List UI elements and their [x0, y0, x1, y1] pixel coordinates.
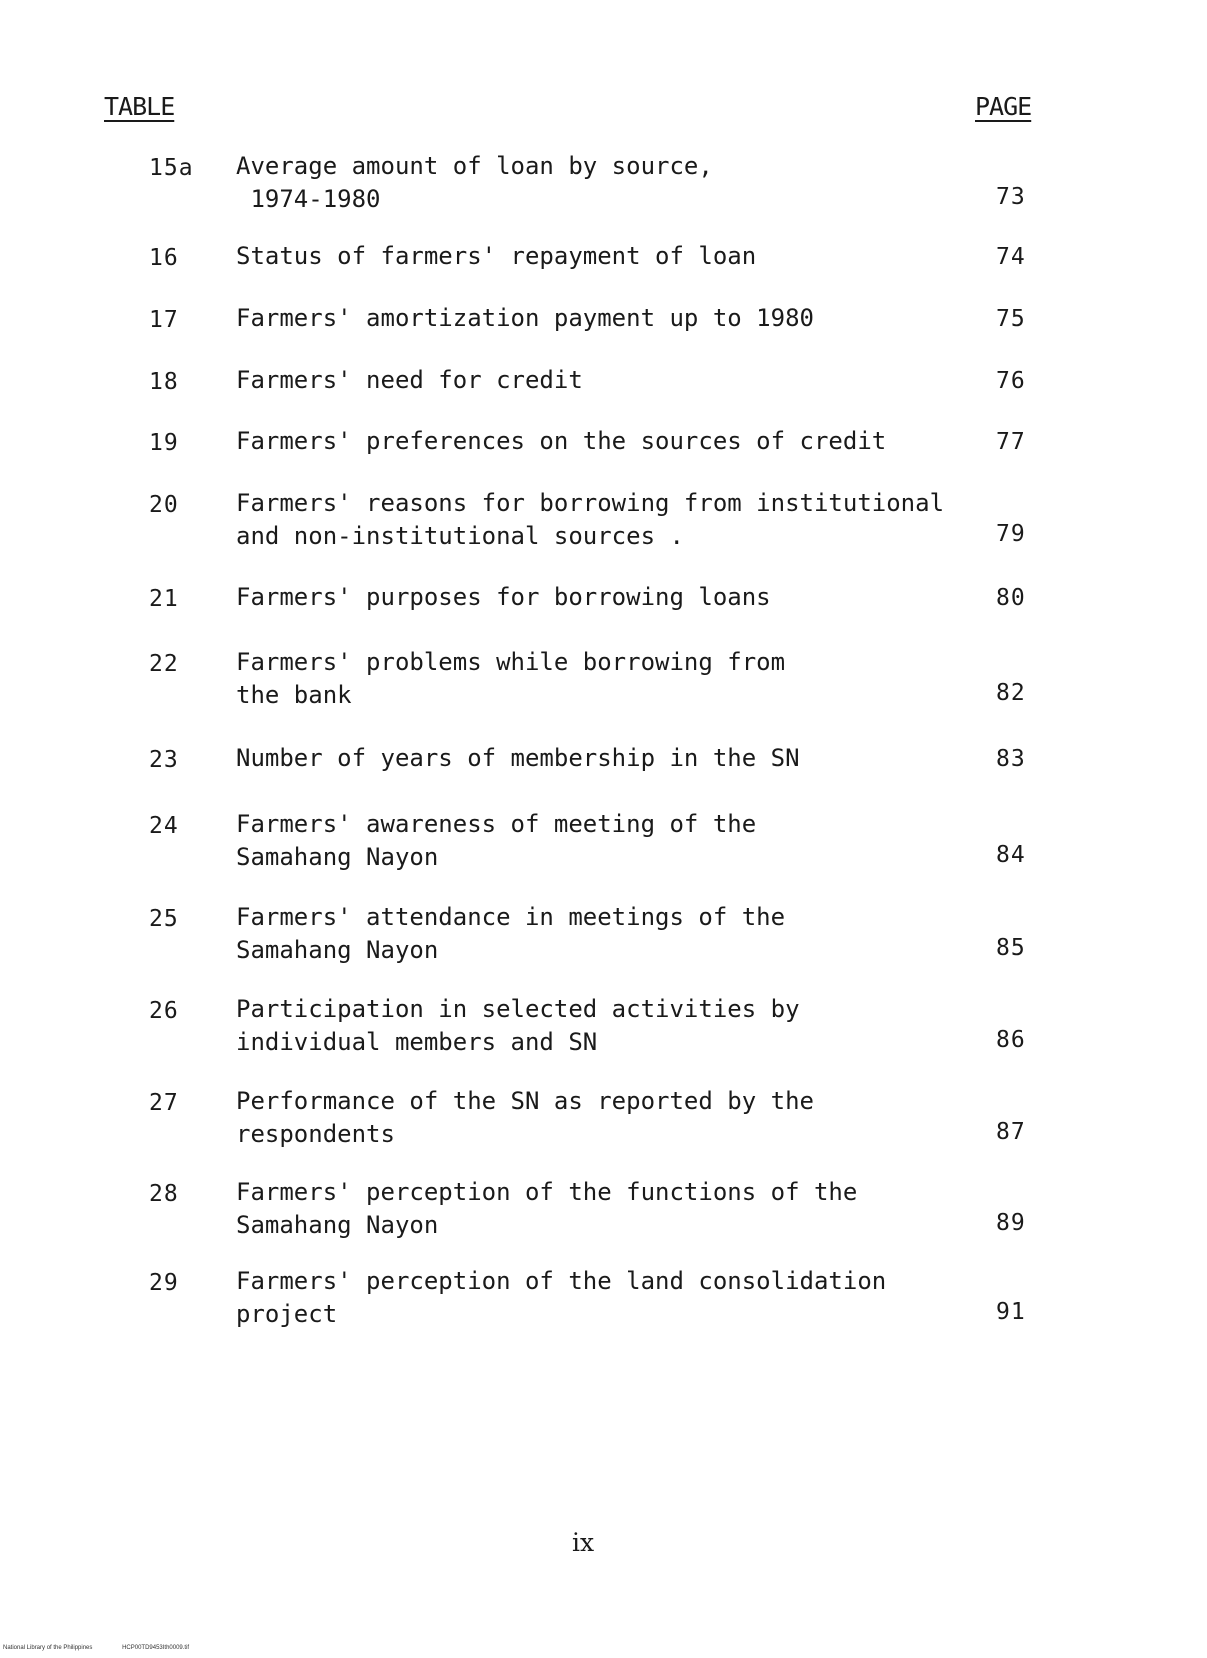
- table-title-line: and non-institutional sources .: [236, 522, 684, 550]
- table-title: [236, 1176, 936, 1242]
- table-title: [236, 1085, 936, 1151]
- table-title-line: Farmers' preferences on the sources of credit: [236, 427, 887, 455]
- table-title-line: Average amount of loan by source,: [236, 152, 713, 180]
- table-title-line: the bank: [236, 681, 352, 709]
- table-title-line: Farmers' need for credit: [236, 366, 583, 394]
- table-number: 15a: [149, 155, 194, 181]
- table-title-line: Performance of the SN as reported by the: [236, 1087, 814, 1115]
- table-title-line: Farmers' perception of the functions of the: [236, 1178, 858, 1206]
- table-number: 27: [149, 1090, 179, 1116]
- table-title-line: 1974-1980: [236, 185, 381, 213]
- table-title: [236, 901, 936, 967]
- page-column-header: PAGE: [975, 92, 1032, 121]
- page-reference: 80: [996, 585, 1026, 611]
- table-number: 26: [149, 998, 179, 1024]
- table-number: 25: [149, 906, 179, 932]
- page-number: ix: [572, 1528, 595, 1557]
- table-title-line: Status of farmers' repayment of loan: [236, 242, 757, 270]
- page-reference: 73: [996, 184, 1026, 210]
- table-number: 22: [149, 651, 179, 677]
- page-reference: 87: [996, 1119, 1026, 1145]
- file-identifier: HCP00TD9453Ith0009.tif: [122, 1645, 190, 1651]
- page-reference: 83: [996, 746, 1026, 772]
- table-title-line: Samahang Nayon: [236, 1211, 439, 1239]
- page-reference: 82: [996, 680, 1026, 706]
- table-number: 23: [149, 747, 179, 773]
- page-reference: 74: [996, 244, 1026, 270]
- page-reference: 85: [996, 935, 1026, 961]
- table-title-line: respondents: [236, 1120, 395, 1148]
- table-title: [236, 364, 936, 397]
- table-title-line: Farmers' reasons for borrowing from institutional: [236, 489, 945, 517]
- table-number: 28: [149, 1181, 179, 1207]
- table-title-line: individual members and SN: [236, 1028, 598, 1056]
- table-number: 19: [149, 430, 179, 456]
- table-title-line: project: [236, 1300, 338, 1328]
- table-number: 17: [149, 307, 179, 333]
- table-title-line: Farmers' purposes for borrowing loans: [236, 583, 771, 611]
- table-title: [236, 646, 936, 712]
- table-title: [236, 240, 936, 273]
- table-title: [236, 487, 945, 553]
- table-number: 18: [149, 369, 179, 395]
- page-reference: 84: [996, 842, 1026, 868]
- table-number: 20: [149, 492, 179, 518]
- table-title: [236, 425, 936, 458]
- table-title-line: Participation in selected activities by: [236, 995, 800, 1023]
- page-reference: 89: [996, 1210, 1026, 1236]
- table-number: 16: [149, 245, 179, 271]
- page-reference: 77: [996, 429, 1026, 455]
- table-title: [236, 302, 936, 335]
- table-number: 29: [149, 1270, 179, 1296]
- table-title-line: Samahang Nayon: [236, 936, 439, 964]
- table-title-line: Farmers' awareness of meeting of the: [236, 810, 757, 838]
- table-title-line: Number of years of membership in the SN: [236, 744, 800, 772]
- table-number: 21: [149, 586, 179, 612]
- table-title: [236, 808, 936, 874]
- page-reference: 86: [996, 1027, 1026, 1053]
- page-reference: 76: [996, 368, 1026, 394]
- scan-footer: [3, 1645, 217, 1651]
- table-title-line: Farmers' problems while borrowing from: [236, 648, 786, 676]
- table-title-line: Samahang Nayon: [236, 843, 439, 871]
- page-reference: 91: [996, 1299, 1026, 1325]
- page-reference: 79: [996, 521, 1026, 547]
- table-title-line: Farmers' amortization payment up to 1980: [236, 304, 814, 332]
- table-title: [236, 150, 936, 216]
- table-title: [236, 1265, 936, 1331]
- page-reference: 75: [996, 306, 1026, 332]
- table-number: 24: [149, 813, 179, 839]
- table-column-header: TABLE: [104, 92, 175, 121]
- table-title-line: Farmers' attendance in meetings of the: [236, 903, 786, 931]
- table-title-line: Farmers' perception of the land consolidation: [236, 1267, 887, 1295]
- library-credit: National Library of the Philippines: [3, 1645, 93, 1651]
- table-title: [236, 993, 936, 1059]
- table-title: [236, 581, 936, 614]
- table-title: [236, 742, 936, 775]
